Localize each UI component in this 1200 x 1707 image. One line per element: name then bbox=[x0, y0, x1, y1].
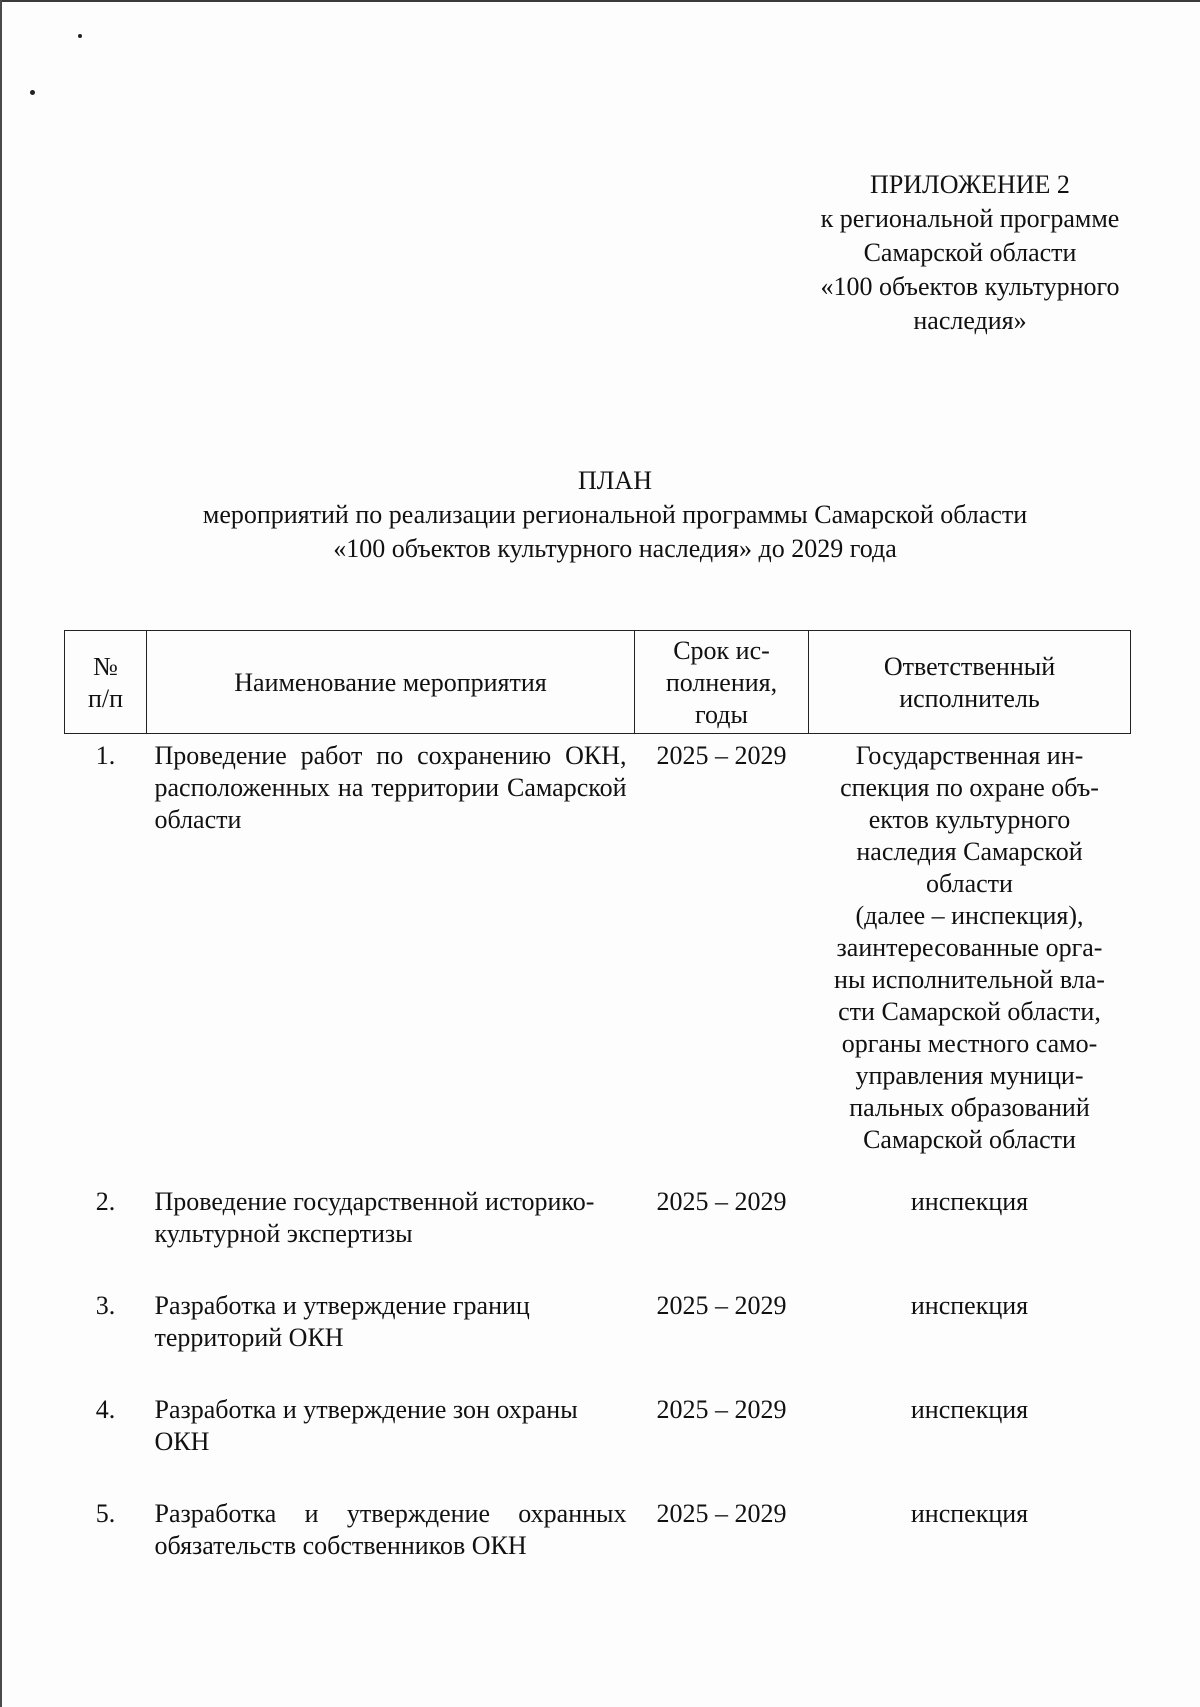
table-row bbox=[65, 1492, 1131, 1596]
scan-speck bbox=[30, 90, 35, 95]
plan-table bbox=[64, 630, 1131, 1596]
row-name: Разработка и утверждение охранных обязательств собственников ОКН bbox=[154, 1499, 627, 1560]
responsible-line: сти Самарской области, bbox=[838, 997, 1101, 1026]
plan-title: ПЛАН bbox=[578, 466, 652, 495]
row-term: 2025 – 2029 bbox=[656, 1291, 787, 1320]
plan-subtitle: мероприятий по реализации региональной программы Самарской области bbox=[202, 500, 1028, 529]
row-num: 1. bbox=[95, 741, 116, 770]
row-term: 2025 – 2029 bbox=[656, 1499, 787, 1528]
scan-edge-top bbox=[0, 0, 1200, 2]
row-name: Разработка и утверждение границ территорий ОКН bbox=[154, 1291, 530, 1352]
row-name: Разработка и утверждение зон охраны ОКН bbox=[154, 1395, 578, 1456]
row-term: 2025 – 2029 bbox=[656, 1395, 787, 1424]
row-num: 2. bbox=[95, 1187, 116, 1216]
header-name: Наименование мероприятия bbox=[147, 631, 635, 734]
responsible-line: области bbox=[926, 869, 1013, 898]
row-responsible bbox=[809, 734, 1131, 1181]
appendix-line: ПРИЛОЖЕНИЕ 2 bbox=[870, 170, 1070, 199]
responsible-line: спекция по охране объ- bbox=[840, 773, 1099, 802]
row-num: 4. bbox=[95, 1395, 116, 1424]
appendix-line: Самарской области bbox=[863, 238, 1077, 267]
plan-title-block bbox=[100, 464, 1130, 566]
table-row bbox=[65, 734, 1131, 1181]
responsible-line: (далее – инспекция), bbox=[855, 901, 1084, 930]
table-row bbox=[65, 1388, 1131, 1492]
appendix-line: к региональной программе bbox=[820, 204, 1120, 233]
row-responsible: инспекция bbox=[910, 1499, 1029, 1528]
row-num: 3. bbox=[95, 1291, 116, 1320]
header-responsible: Ответственный исполнитель bbox=[809, 631, 1131, 734]
responsible-line: пальных образований bbox=[849, 1093, 1090, 1122]
responsible-line: ны исполнительной вла- bbox=[834, 965, 1105, 994]
scan-speck bbox=[78, 34, 82, 38]
responsible-line: органы местного само- bbox=[841, 1029, 1098, 1058]
scan-edge-left bbox=[0, 0, 2, 1707]
row-term: 2025 – 2029 bbox=[656, 1187, 787, 1216]
responsible-line: Самарской области bbox=[863, 1125, 1076, 1154]
row-responsible: инспекция bbox=[910, 1395, 1029, 1424]
table-row bbox=[65, 1284, 1131, 1388]
responsible-line: ектов культурного bbox=[868, 805, 1071, 834]
row-term: 2025 – 2029 bbox=[656, 741, 787, 770]
header-num: № п/п bbox=[65, 631, 147, 734]
appendix-line: «100 объектов культурного bbox=[820, 272, 1120, 301]
row-num: 5. bbox=[95, 1499, 116, 1528]
table-row bbox=[65, 1180, 1131, 1284]
table-header-row bbox=[65, 631, 1131, 734]
row-responsible: инспекция bbox=[910, 1291, 1029, 1320]
appendix-header bbox=[780, 168, 1160, 338]
row-name: Проведение государственной историко-культурной экспертизы bbox=[154, 1187, 595, 1248]
appendix-line: наследия» bbox=[913, 306, 1027, 335]
plan-subtitle: «100 объектов культурного наследия» до 2029 года bbox=[333, 534, 897, 563]
responsible-line: управления муници- bbox=[855, 1061, 1084, 1090]
row-name: Проведение работ по сохранению ОКН, расположенных на территории Самарской области bbox=[154, 741, 627, 834]
header-term: Срок ис- полнения, годы bbox=[635, 631, 809, 734]
row-responsible: инспекция bbox=[910, 1187, 1029, 1216]
responsible-line: заинтересованные орга- bbox=[836, 933, 1103, 962]
responsible-line: наследия Самарской bbox=[856, 837, 1083, 866]
responsible-line: Государственная ин- bbox=[855, 741, 1084, 770]
